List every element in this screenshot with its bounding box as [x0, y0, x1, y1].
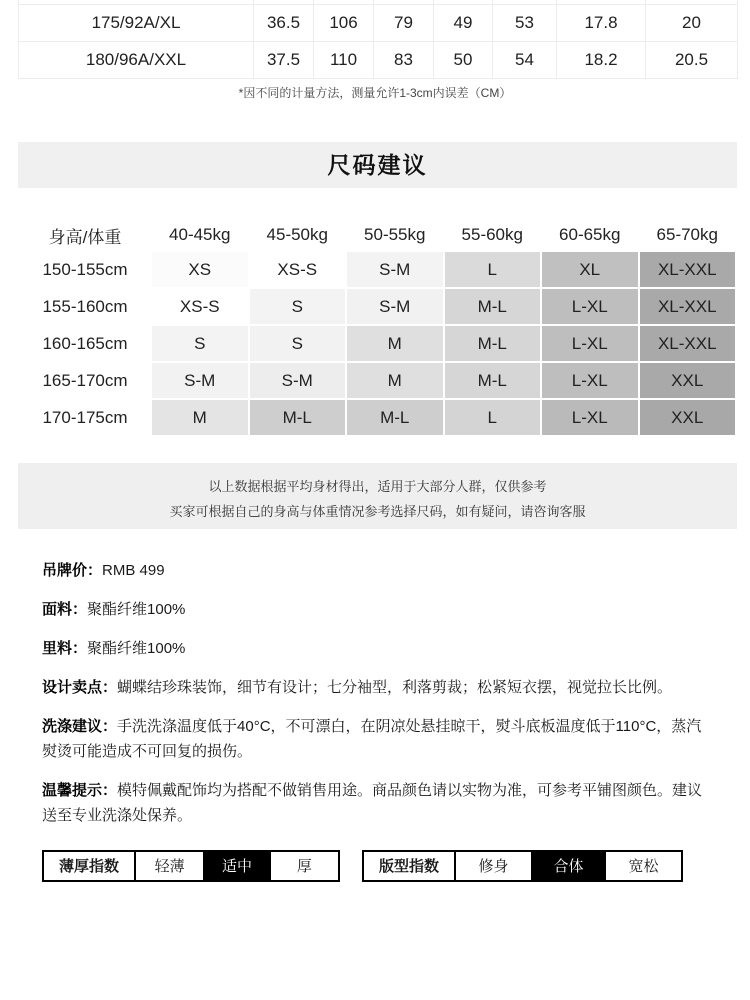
size-cell: M-L: [249, 399, 347, 436]
size-cell: S-M: [249, 362, 347, 399]
thickness-option-thick: 厚: [296, 857, 312, 875]
detail-label: 温馨提示：: [42, 782, 118, 799]
measure-value: 20: [646, 4, 738, 41]
height-label: 170-175cm: [19, 399, 151, 436]
size-cell: S: [151, 325, 249, 362]
size-cell: XS-S: [249, 251, 347, 288]
detail-value: 蝴蝶结珍珠装饰，细节有设计；七分袖型，利落剪裁；松紧短衣摆，视觉拉长比例。: [117, 679, 673, 696]
size-cell: S-M: [151, 362, 249, 399]
measure-value: 36.5: [254, 4, 314, 41]
thickness-index-label: 薄厚指数: [44, 852, 136, 880]
table-row: [19, 288, 736, 325]
column-header: 身高/体重: [19, 219, 151, 251]
detail-label: 设计卖点：: [42, 679, 118, 696]
size-cell: XS: [151, 251, 249, 288]
size-cell: L-XL: [541, 325, 639, 362]
size-cell: S: [249, 288, 347, 325]
height-label: 150-155cm: [19, 251, 151, 288]
measure-value: 49: [434, 4, 493, 41]
disclaimer-line: 以上数据根据平均身材得出，适用于大部分人群，仅供参考: [208, 479, 547, 494]
size-cell: L: [444, 251, 542, 288]
detail-label: 洗涤建议：: [42, 718, 118, 735]
size-cell: L-XL: [541, 362, 639, 399]
size-cell: M-L: [444, 325, 542, 362]
measure-value: 53: [493, 4, 557, 41]
detail-label: 面料：: [42, 601, 88, 618]
size-cell: XL-XXL: [639, 288, 737, 325]
size-cell: L-XL: [541, 288, 639, 325]
thickness-index-bar: [42, 850, 340, 882]
fit-option-slim: 修身: [478, 857, 509, 875]
detail-lining: [42, 636, 710, 661]
measurement-tolerance-note: *因不同的计量方法，测量允许1-3cm内误差（CM）: [238, 86, 512, 100]
height-label: 155-160cm: [19, 288, 151, 325]
table-header-row: [19, 219, 736, 251]
detail-value: 聚酯纤维100%: [87, 640, 186, 657]
size-cell: M: [346, 362, 444, 399]
size-recommendation-table: [18, 218, 737, 437]
detail-value: RMB 499: [102, 562, 165, 579]
size-disclaimer-box: [18, 463, 737, 529]
detail-value: 模特佩戴配饰均为搭配不做销售用途。商品颜色请以实物为准，可参考平铺图颜色。建议送至专业洗涤处保养。: [42, 782, 703, 824]
size-cell: XL-XXL: [639, 251, 737, 288]
size-cell: S-M: [346, 288, 444, 325]
detail-fabric: [42, 597, 710, 622]
detail-washing: [42, 714, 710, 764]
table-row: [19, 325, 736, 362]
measure-value: 20.5: [646, 41, 738, 78]
height-label: 165-170cm: [19, 362, 151, 399]
table-row: [19, 4, 738, 41]
measure-value: 54: [493, 41, 557, 78]
table-row: [19, 251, 736, 288]
detail-design: [42, 675, 710, 700]
detail-notice: [42, 778, 710, 828]
size-cell: S-M: [346, 251, 444, 288]
size-cell: M-L: [444, 288, 542, 325]
size-cell: M: [151, 399, 249, 436]
product-details: [42, 558, 710, 882]
size-cell: L: [444, 399, 542, 436]
size-cell: L-XL: [541, 399, 639, 436]
column-header: 55-60kg: [444, 219, 542, 251]
size-cell: M-L: [346, 399, 444, 436]
index-bars: [42, 850, 710, 882]
fit-option-regular-active: 合体: [531, 852, 606, 880]
column-header: 60-65kg: [541, 219, 639, 251]
disclaimer-line: 买家可根据自己的身高与体重情况参考选择尺码，如有疑问，请咨询客服: [169, 504, 586, 519]
detail-label: 吊牌价：: [42, 562, 103, 579]
column-header: 40-45kg: [151, 219, 249, 251]
column-header: 45-50kg: [249, 219, 347, 251]
measure-value: 50: [434, 41, 493, 78]
size-cell: XL: [541, 251, 639, 288]
fit-index-bar: [362, 850, 683, 882]
size-cell: M: [346, 325, 444, 362]
measure-value: 83: [374, 41, 434, 78]
size-cell: S: [249, 325, 347, 362]
detail-value: 手洗洗涤温度低于40°C，不可漂白，在阴凉处悬挂晾干，熨斗底板温度低于110°C，蒸汽熨烫可能造成不可回复的损伤。: [42, 718, 702, 760]
column-header: 50-55kg: [346, 219, 444, 251]
table-row: [19, 362, 736, 399]
size-cell: XS-S: [151, 288, 249, 325]
height-label: 160-165cm: [19, 325, 151, 362]
fit-index-label: 版型指数: [364, 852, 456, 880]
detail-price: [42, 558, 710, 583]
size-cell: XL-XXL: [639, 325, 737, 362]
size-label: 180/96A/XXL: [19, 41, 254, 78]
table-row: [19, 41, 738, 78]
thickness-option-medium-active: 适中: [203, 852, 270, 880]
measure-value: 18.2: [557, 41, 646, 78]
fit-option-loose: 宽松: [628, 857, 659, 875]
measure-value: 110: [314, 41, 374, 78]
measure-value: 17.8: [557, 4, 646, 41]
column-header: 65-70kg: [639, 219, 737, 251]
measure-value: 106: [314, 4, 374, 41]
table-row: [19, 399, 736, 436]
measure-value: 79: [374, 4, 434, 41]
measurement-table: [18, 0, 738, 79]
size-cell: M-L: [444, 362, 542, 399]
thickness-option-light: 轻薄: [154, 857, 185, 875]
size-advice-banner: 尺码建议: [18, 142, 737, 188]
size-label: 175/92A/XL: [19, 4, 254, 41]
size-cell: XXL: [639, 362, 737, 399]
size-cell: XXL: [639, 399, 737, 436]
measure-value: 37.5: [254, 41, 314, 78]
detail-label: 里料：: [42, 640, 88, 657]
detail-value: 聚酯纤维100%: [87, 601, 186, 618]
